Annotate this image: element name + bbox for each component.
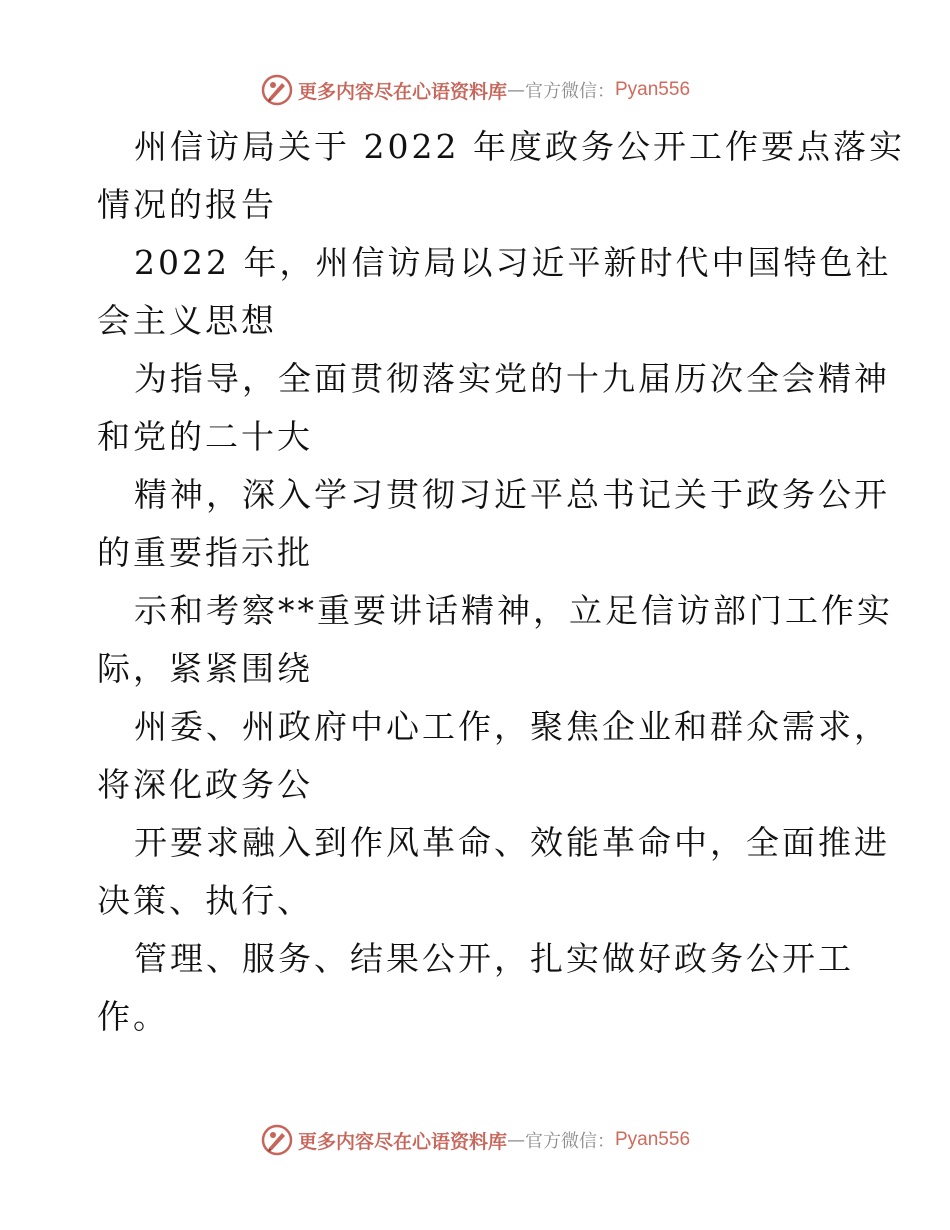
text-line: 作。 [97,997,169,1036]
text-line: 州信访局关于 2022 年度政务公开工作要点落实 [134,127,905,166]
text-line: 精神，深入学习贯彻习近平总书记关于政务公开 [134,475,890,514]
official-text: 官方微信： [525,1131,615,1152]
header-banner [0,70,950,110]
text-line: 会主义思想 [97,301,277,340]
text-line: 管理、服务、结果公开，扎实做好政务公开工 [134,939,854,978]
banner-dash: — [507,1129,525,1151]
banner-dash: — [507,79,525,101]
paragraph [97,234,892,350]
text-line: 决策、执行、 [97,881,313,920]
footer-banner [0,1120,950,1160]
text-line: 示和考察**重要讲话精神，立足信访部门工作实 [134,591,893,630]
text-line: 情况的报告 [97,185,277,224]
brand-text: 更多内容尽在心语资料库 [297,80,507,103]
paragraph [97,698,890,814]
text-line: 将深化政务公 [97,765,313,804]
text-line: 2022 年，州信访局以习近平新时代中国特色社 [134,243,892,282]
paragraph [97,350,890,466]
paragraph [97,930,857,1046]
paragraph [97,582,893,698]
paragraph [97,814,890,930]
text-line: 为指导，全面贯彻落实党的十九届历次全会精神 [134,359,890,398]
official-text: 官方微信： [525,81,615,102]
wechat-id: Pyan556 [615,1129,691,1150]
brand-text: 更多内容尽在心语资料库 [297,1130,507,1153]
text-line: 和党的二十大 [97,417,313,456]
document-title [97,118,905,234]
pen-logo-icon [260,1123,294,1157]
document-body [97,118,905,1046]
text-line: 的重要指示批 [97,533,313,572]
text-line: 开要求融入到作风革命、效能革命中，全面推进 [134,823,890,862]
text-line: 际，紧紧围绕 [97,649,313,688]
paragraph [97,466,890,582]
text-line: 州委、州政府中心工作，聚焦企业和群众需求， [134,707,890,746]
pen-logo-icon [260,73,294,107]
wechat-id: Pyan556 [615,79,691,100]
